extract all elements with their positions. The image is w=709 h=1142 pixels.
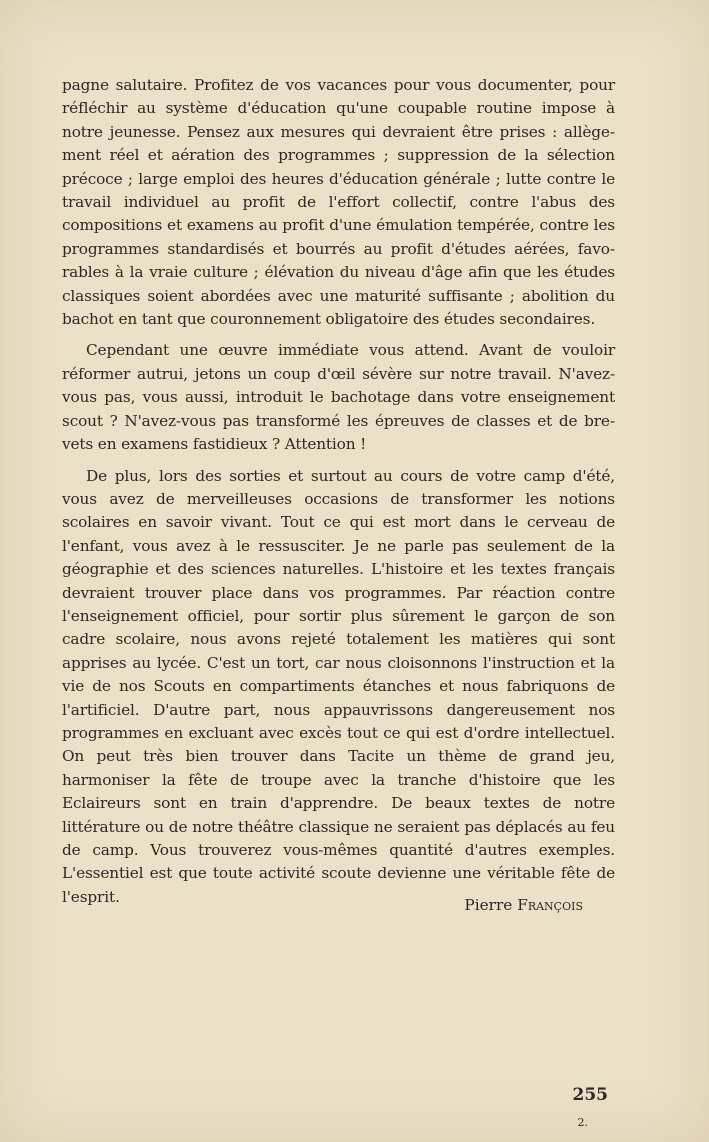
author-first-name: Pierre <box>464 896 513 914</box>
page-number: 255 <box>572 1085 608 1105</box>
paragraph-2: Cependant une œuvre immédiate vous attend. Avant de vouloir réformer autrui, jetons un coup d'œil sévère sur notre travail. N'avez-vous pas, vous aussi, introduit le bachotage dans votre enseignement scout ? N'avez-vous pas transformé les épreuves de classes et de brevets en examens fastidieux ? Attention ! <box>62 341 615 454</box>
paragraph-1: pagne salutaire. Profitez de vos vacances pour vous documenter, pour réfléchir au système d'éducation qu'une coupable routine impose à notre jeunesse. Pensez aux mesures qui devraient être prises : allègement réel et aération des programmes ; suppression de la sélection précoce ; large emploi des heures d'éducation générale ; lutte contre le travail individuel au profit de l'effort collectif, contre l'abus des compositions et examens au profit d'une émulation tempérée, contre les programmes standardisés et bourrés au profit d'études aérées, favorables à la vraie culture ; élévation du niveau d'âge afin que les études classiques soient abordées avec une maturité suffisante ; abolition du bachot en tant que couronnement obligatoire des études secondaires. <box>62 76 615 329</box>
author-surname: François <box>517 896 583 914</box>
article-body <box>62 74 615 917</box>
paragraph-3: De plus, lors des sorties et surtout au cours de votre camp d'été, vous avez de merveilleuses occasions de transformer les notions scolaires en savoir vivant. Tout ce qui est mort dans le cerveau de l'enfant, vous avez à le ressusciter. Je ne parle pas seulement de la géographie et des sciences naturelles. L'histoire et les textes français devraient trouver place dans vos programmes. Par réaction contre l'enseignement officiel, pour sortir plus sûrement le garçon de son cadre scolaire, nous avons rejeté totalement les matières qui sont apprises au lycée. C'est un tort, car nous cloisonnons l'instruction et la vie de nos Scouts en compartiments étanches et nous fabriquons de l'artificiel. D'autre part, nous appauvrissons dangereusement nos programmes en excluant avec excès tout ce qui est d'ordre intellectuel. On peut très bien trouver dans Tacite un thème de grand jeu, harmoniser la fête de troupe avec la tranche d'histoire que les Eclaireurs sont en train d'apprendre. De beaux textes de notre littérature ou de notre théâtre classique ne seraient pas déplacés au feu de camp. Vous trouverez vous-mêmes quantité d'autres exemples. L'essentiel est que toute activité scoute devienne une véritable fête de l'esprit. <box>62 466 615 906</box>
printer-signature-mark: 2. <box>577 1116 588 1129</box>
author-signature <box>380 896 583 914</box>
